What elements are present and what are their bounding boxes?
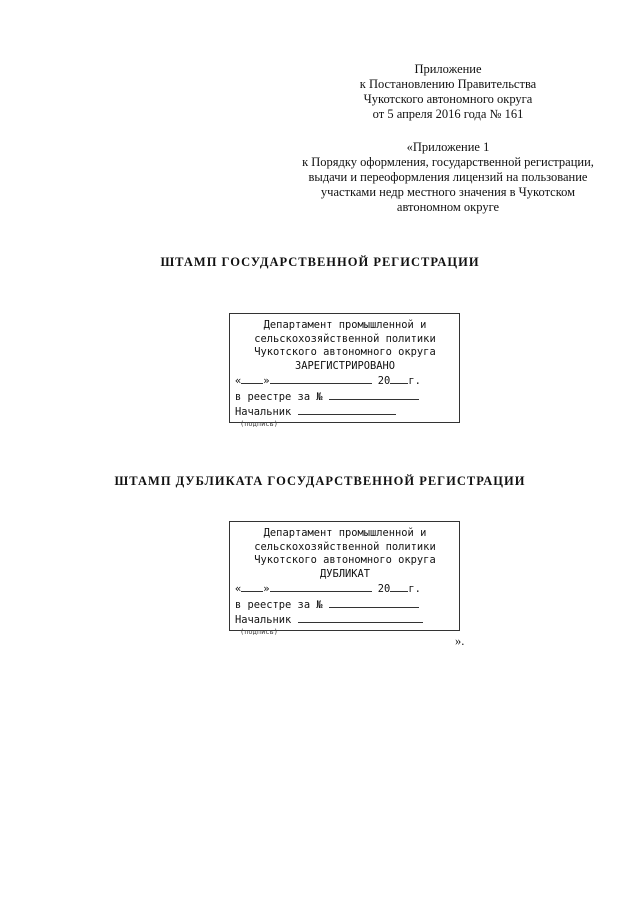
duplicate-stamp-title: ШТАМП ДУБЛИКАТА ГОСУДАРСТВЕННОЙ РЕГИСТРАЦИИ — [114, 474, 526, 488]
year-blank — [390, 581, 408, 592]
head-signature-blank — [298, 404, 396, 415]
quote-close: » — [263, 375, 270, 387]
quote-open: « — [235, 583, 242, 595]
header-line: от 5 апреля 2016 года № 161 — [372, 107, 524, 121]
head-line — [235, 612, 455, 628]
header-line: Приложение — [414, 62, 482, 76]
registration-stamp-title: ШТАМП ГОСУДАРСТВЕННОЙ РЕГИСТРАЦИИ — [160, 255, 480, 269]
header-line: выдачи и переоформления лицензий на пользование — [308, 170, 588, 184]
stamp-line: сельскохозяйственной политики — [254, 540, 436, 553]
header-line: к Постановлению Правительства — [359, 77, 537, 91]
day-blank — [241, 581, 263, 592]
year-suffix: г. — [408, 583, 421, 595]
stamp-line: Чукотского автономного округа — [254, 554, 436, 566]
registration-stamp — [229, 313, 460, 428]
quote-close: » — [263, 583, 270, 595]
stamp-status: ДУБЛИКАТ — [319, 567, 371, 580]
registry-line — [235, 389, 455, 405]
date-line — [235, 373, 455, 389]
head-label: Начальник — [235, 614, 292, 626]
year-prefix: 20 — [377, 583, 391, 595]
registry-number-blank — [329, 597, 419, 608]
duplicate-stamp — [229, 521, 460, 636]
date-line — [235, 581, 455, 597]
registry-label: в реестре за № — [235, 598, 323, 611]
header-line: к Порядку оформления, государственной регистрации, — [302, 155, 594, 169]
registry-label: в реестре за № — [235, 390, 323, 403]
day-blank — [241, 373, 263, 384]
header-line: автономном округе — [396, 200, 500, 214]
header-line: участками недр местного значения в Чукотском — [320, 185, 576, 199]
stamp-line: Департамент промышленной и — [263, 527, 427, 539]
head-label: Начальник — [235, 406, 292, 418]
registry-number-blank — [329, 389, 419, 400]
header-line: Чукотского автономного округа — [363, 92, 533, 106]
quote-open: « — [235, 375, 242, 387]
year-blank — [390, 373, 408, 384]
registry-line — [235, 597, 455, 613]
head-signature-blank — [298, 612, 423, 623]
signature-caption: (подпись) — [240, 419, 278, 428]
signature-caption: (подпись) — [240, 627, 278, 636]
closing-quote: ». — [455, 634, 465, 648]
stamp-line: Департамент промышленной и — [263, 319, 427, 331]
year-suffix: г. — [408, 375, 421, 387]
month-blank — [270, 581, 372, 592]
head-line — [235, 404, 455, 420]
year-prefix: 20 — [377, 375, 391, 387]
appendix-header — [296, 140, 600, 215]
stamp-status: ЗАРЕГИСТРИРОВАНО — [294, 359, 396, 372]
approval-header — [296, 62, 600, 122]
month-blank — [270, 373, 372, 384]
stamp-line: сельскохозяйственной политики — [254, 332, 436, 345]
header-line: «Приложение 1 — [406, 140, 490, 154]
stamp-line: Чукотского автономного округа — [254, 346, 436, 358]
